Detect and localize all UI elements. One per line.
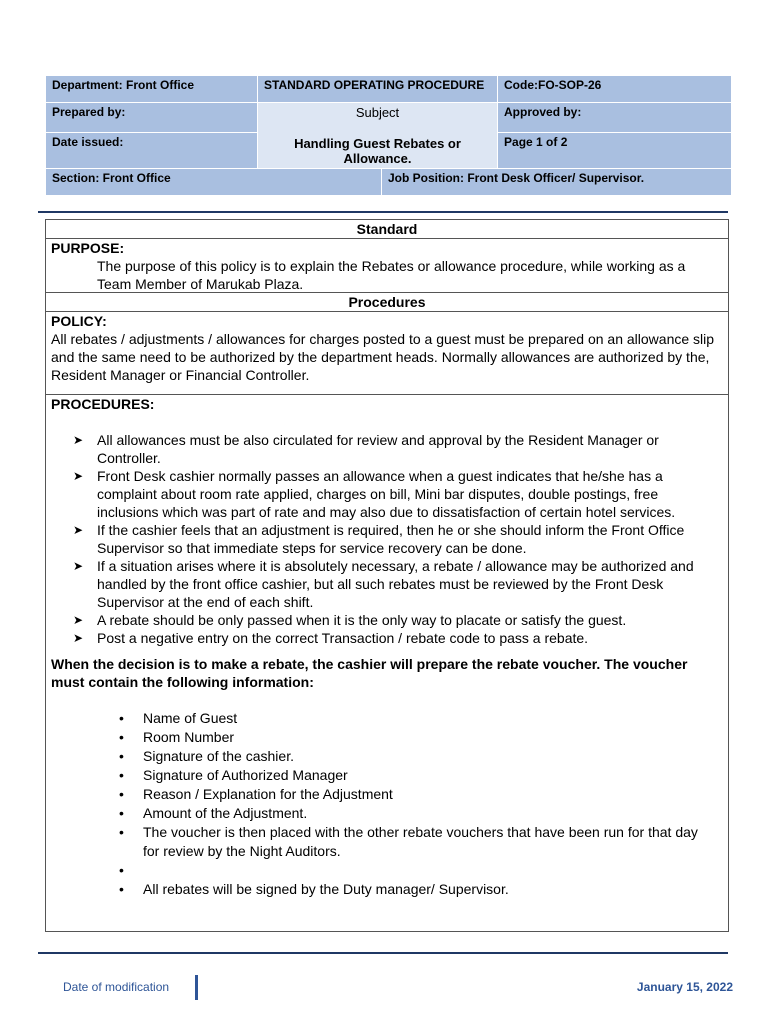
date-issued-cell: Date issued: (46, 132, 258, 168)
voucher-item: • All rebates will be signed by the Duty manager/ Supervisor. (143, 880, 723, 899)
voucher-item: • Signature of the cashier. (143, 747, 723, 766)
procedure-step: ➤ If the cashier feels that an adjustment is required, then he or she should inform the Front Office Supervisor so that immediate steps for service recovery can be done. (97, 521, 715, 557)
purpose-section (46, 239, 728, 293)
job-position-cell: Job Position: Front Desk Officer/ Supervisor. (382, 169, 732, 196)
procedure-step: ➤ All allowances must be also circulated for review and approval by the Resident Manager or Controller. (97, 431, 715, 467)
policy-text: All rebates / adjustments / allowances for charges posted to a guest must be prepared on an allowance slip and the same need to be authorized by the department heads. Normally allowances are authorized by the, Resident Manager or Financial Controller. (51, 331, 715, 383)
purpose-label: PURPOSE: (51, 240, 125, 256)
header-divider (38, 211, 728, 213)
procedure-step: ➤ If a situation arises where it is absolutely necessary, a rebate / allowance may be authorized and handled by the front office cashier, but all such rebates must be reviewed by the Front Desk Supervisor at the end of each shift. (97, 557, 715, 611)
procedure-step: ➤ A rebate should be only passed when it is the only way to placate or satisfy the guest. (97, 611, 715, 629)
sop-title-cell: STANDARD OPERATING PROCEDURE (258, 76, 498, 103)
voucher-item: • Name of Guest (143, 709, 723, 728)
voucher-item: • Signature of Authorized Manager (143, 766, 723, 785)
purpose-text: The purpose of this policy is to explain the Rebates or allowance procedure, while working as a Team Member of Marukab Plaza. (97, 258, 686, 292)
policy-label: POLICY: (51, 313, 107, 329)
procedure-step: ➤ Post a negative entry on the correct Transaction / rebate code to pass a rebate. (97, 629, 715, 647)
policy-section (46, 312, 728, 395)
voucher-item: • Amount of the Adjustment. (143, 804, 723, 823)
subject-title: Handling Guest Rebates or Allowance. (294, 136, 461, 166)
sop-body (45, 219, 729, 932)
voucher-item: • Room Number (143, 728, 723, 747)
sop-header-table (45, 75, 732, 196)
standard-bar: Standard (46, 220, 728, 239)
procedures-label: PROCEDURES: (51, 396, 155, 412)
voucher-items (51, 709, 723, 899)
modification-date: January 15, 2022 (636, 980, 733, 994)
approved-by-cell: Approved by: (498, 103, 732, 133)
page-cell: Page 1 of 2 (498, 132, 732, 168)
footer-separator (195, 975, 198, 1000)
section-cell: Section: Front Office (46, 169, 382, 196)
footer-divider (38, 952, 728, 954)
procedures-bar: Procedures (46, 293, 728, 312)
voucher-item: • Reason / Explanation for the Adjustment (143, 785, 723, 804)
prepared-by-cell: Prepared by: (46, 103, 258, 133)
voucher-item: • The voucher is then placed with the other rebate vouchers that have been run for that day for review by the Night Auditors. (143, 823, 723, 861)
subject-cell (258, 103, 498, 169)
department-cell: Department: Front Office (46, 76, 258, 103)
decision-text: When the decision is to make a rebate, the cashier will prepare the rebate voucher. The voucher must contain the following information: (51, 656, 688, 690)
procedure-step: ➤ Front Desk cashier normally passes an allowance when a guest indicates that he/she has a complaint about room rate applied, charges on bill, Mini bar disputes, double postings, free inclusions which was part of rate and may also due to dissatisfaction of certain hotel services. (97, 467, 715, 521)
subject-label: Subject (355, 105, 400, 120)
code-cell: Code:FO-SOP-26 (498, 76, 732, 103)
voucher-item (143, 861, 723, 880)
procedures-section (46, 395, 728, 899)
date-of-modification-label: Date of modification (63, 980, 170, 994)
procedure-steps (51, 431, 723, 647)
